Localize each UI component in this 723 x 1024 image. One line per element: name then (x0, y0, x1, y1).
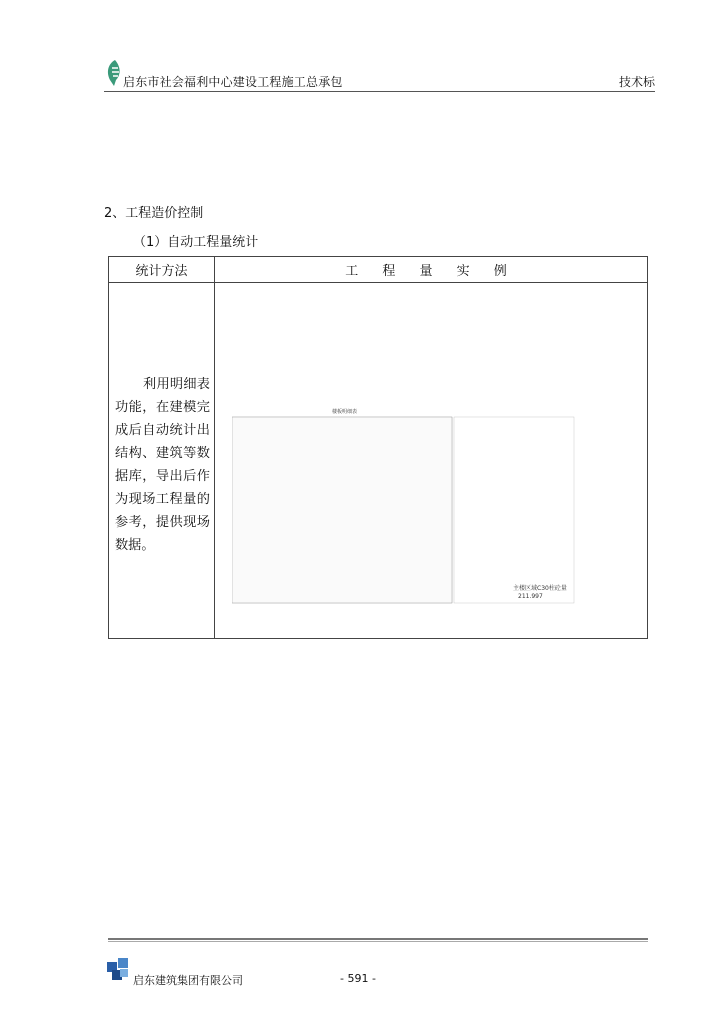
section-heading: 2、工程造价控制 (104, 206, 204, 221)
document-type-label: 技术标 (618, 75, 655, 89)
schedule-left-grid (232, 417, 452, 603)
footer-divider-thin (108, 941, 648, 942)
group-logo-icon (106, 956, 130, 982)
document-title: 启东市社会福利中心建设工程施工总承包 (123, 75, 343, 89)
method-table (108, 256, 648, 639)
page-number: - 591 - (340, 972, 376, 985)
sub-heading: （1）自动工程量统计 (133, 235, 259, 250)
schedule-right-grid (454, 417, 574, 603)
column-header-method: 统计方法 (109, 257, 215, 283)
header-divider (104, 91, 655, 92)
footer-divider (108, 938, 648, 940)
table-row (109, 283, 648, 639)
column-header-example: 工 程 量 实 例 (215, 257, 648, 283)
example-cell (215, 283, 648, 639)
schedule-title: 楼板明细表 (332, 409, 358, 415)
schedule-annotation-label: 主楼区域C30柱砼量 (513, 585, 567, 592)
schedule-screenshot-image (232, 407, 577, 607)
method-description: 利用明细表功能，在建模完成后自动统计出结构、建筑等数据库，导出后作为现场工程量的参考，提供现场数据。 (109, 283, 215, 639)
schedule-annotation-value: 211.997 (518, 593, 543, 600)
footer-company-name: 启东建筑集团有限公司 (133, 974, 243, 987)
table-header-row (109, 257, 648, 283)
page-header (104, 58, 655, 92)
